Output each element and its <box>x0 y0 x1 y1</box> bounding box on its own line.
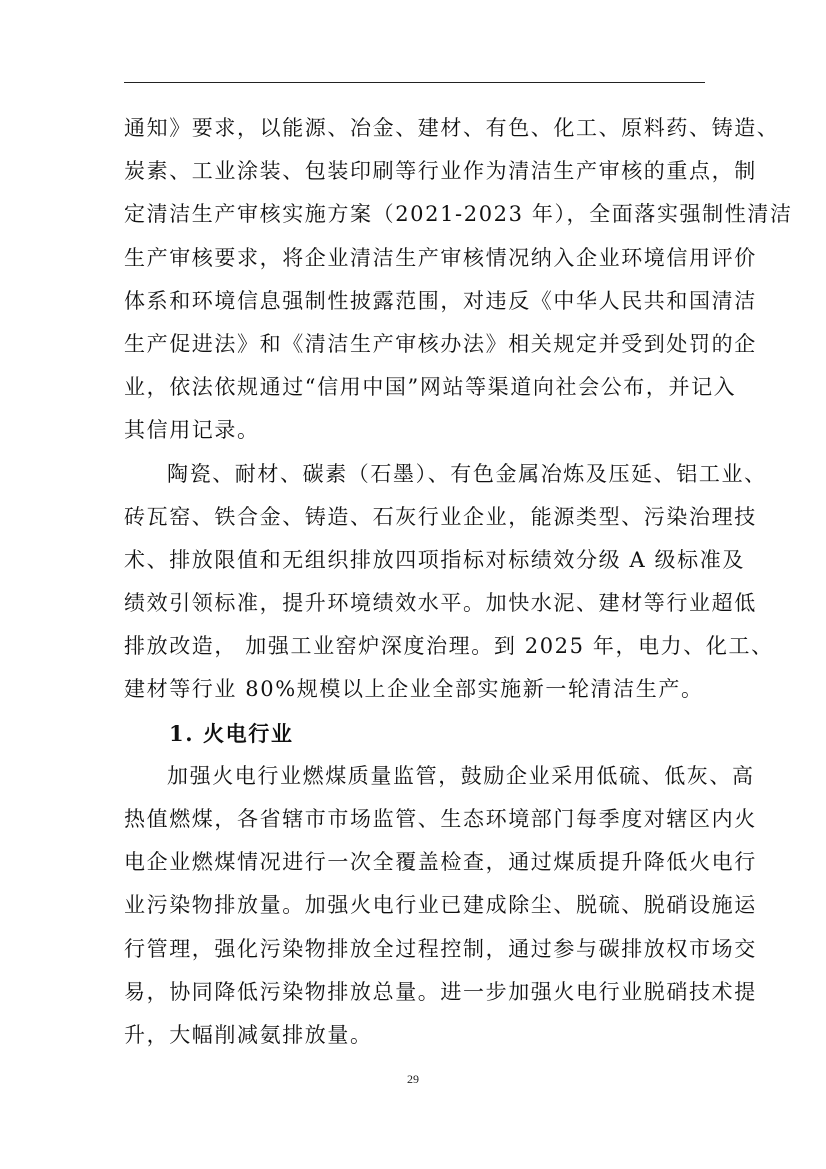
text-line: 建材等行业 80%规模以上企业全部实施新一轮清洁生产。 <box>124 677 704 702</box>
text-line: 绩效引领标准，提升环境绩效水平。加快水泥、建材等行业超低 <box>124 591 757 616</box>
text-line: 生产审核要求，将企业清洁生产审核情况纳入企业环境信用评价 <box>124 245 757 270</box>
text-line: 砖瓦窑、铁合金、铸造、石灰行业企业，能源类型、污染治理技 <box>124 504 757 529</box>
text-line: 定清洁生产审核实施方案（2021-2023 年），全面落实强制性清洁 <box>124 202 793 227</box>
text-line: 业污染物排放量。加强火电行业已建成除尘、脱硫、脱硝设施运 <box>124 893 757 918</box>
text-line: 升，大幅削减氨排放量。 <box>124 1022 373 1047</box>
text-line: 通知》要求，以能源、冶金、建材、有色、化工、原料药、铸造、 <box>124 116 780 140</box>
text-line: 术、排放限值和无组织排放四项指标对标绩效分级 A 级标准及 <box>124 547 745 572</box>
section-heading: 1. 火电行业 <box>169 720 294 746</box>
text-line: 排放改造， 加强工业窑炉深度治理。到 2025 年，电力、化工、 <box>124 634 774 659</box>
text-line: 易，协同降低污染物排放总量。进一步加强火电行业脱硝技术提 <box>124 979 757 1004</box>
text-line: 体系和环境信息强制性披露范围，对违反《中华人民共和国清洁 <box>124 288 757 313</box>
text-line: 其信用记录。 <box>124 418 260 443</box>
text-line: 生产促进法》和《清洁生产审核办法》相关规定并受到处罚的企 <box>124 331 757 356</box>
paragraph-first-line: 陶瓷、耐材、碳素（石墨）、有色金属冶炼及压延、铝工业、 <box>167 461 767 486</box>
text-line: 炭素、工业涂装、包装印刷等行业作为清洁生产审核的重点，制 <box>124 159 757 184</box>
page-number: 29 <box>407 1072 419 1086</box>
text-line: 热值燃煤，各省辖市市场监管、生态环境部门每季度对辖区内火 <box>124 807 757 831</box>
header-rule <box>124 82 705 83</box>
text-line: 电企业燃煤情况进行一次全覆盖检查，通过煤质提升降低火电行 <box>124 850 757 875</box>
text-line: 业，依法依规通过“信用中国”网站等渠道向社会公布，并记入 <box>124 375 737 400</box>
body-text <box>124 107 793 1057</box>
paragraph-first-line: 加强火电行业燃煤质量监管，鼓励企业采用低硫、低灰、高 <box>167 763 755 788</box>
text-line: 行管理，强化污染物排放全过程控制，通过参与碳排放权市场交 <box>124 936 757 961</box>
